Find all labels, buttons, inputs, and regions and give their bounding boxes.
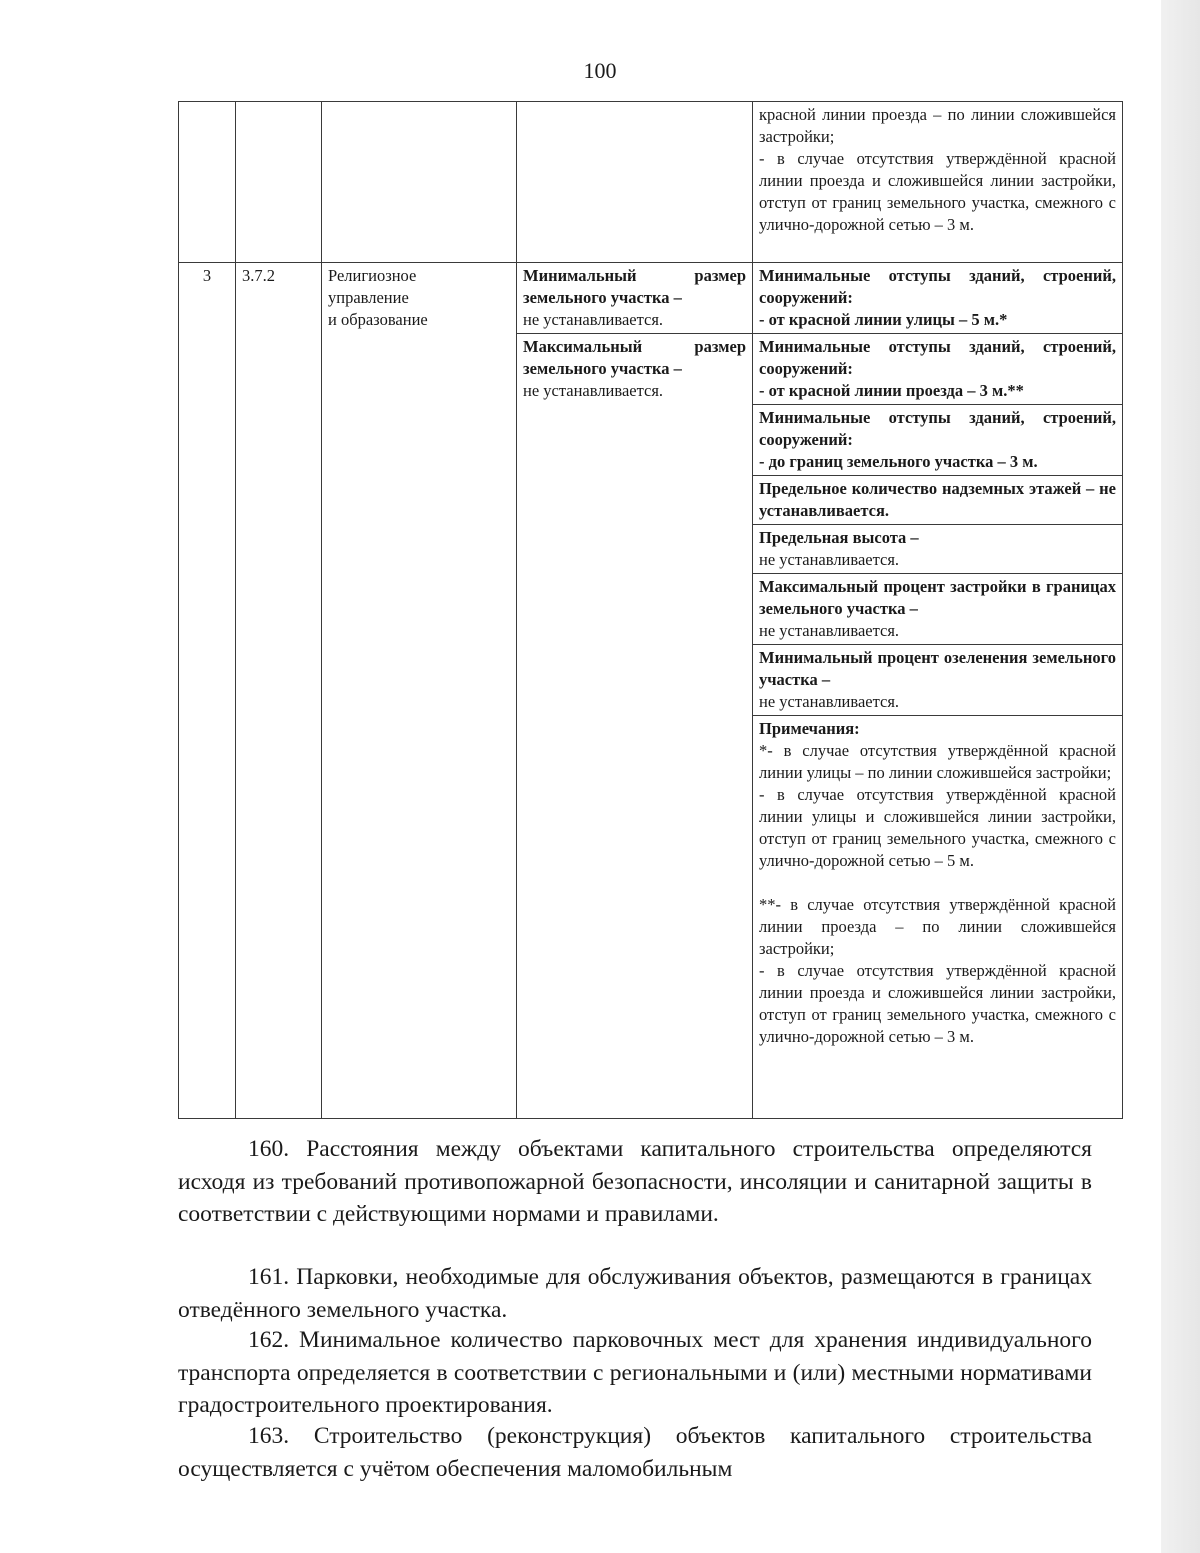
- notes-title: Примечания:: [759, 719, 860, 738]
- notes-cell: [753, 716, 1123, 1119]
- note: *- в случае отсутствия утверждённой красной линии улицы – по линии сложившейся застройки;: [759, 741, 1116, 782]
- table-row-continued: [179, 102, 1123, 263]
- page-number: 100: [583, 58, 617, 83]
- paragraph-162: 162. Минимальное количество парковочных мест для хранения индивидуального транспорта определяется в соответствии с региональными и (или) местными нормативами градостроительного проектирования.: [178, 1327, 1092, 1418]
- row-number: 3: [179, 263, 236, 1119]
- min-plot-size-cell: Минимальный размер земельного участка – не устанавливается.: [517, 263, 753, 334]
- continued-note: - в случае отсутствия утверждённой красной линии проезда и сложившейся линии застройки, отступ от границ земельного участка, смежного с улично-дорожной сетью – 3 м.: [759, 149, 1116, 234]
- setback-passage-cell: Минимальные отступы зданий, строений, сооружений: - от красной линии проезда – 3 м.**: [753, 334, 1123, 405]
- activity-name: Религиозное управление и образование: [322, 263, 517, 1119]
- continued-notes-cell: [753, 102, 1123, 263]
- max-floors-cell: Предельное количество надземных этажей – не устанавливается.: [753, 476, 1123, 525]
- scan-edge-shadow: [1161, 0, 1200, 1553]
- paragraph-160: 160. Расстояния между объектами капитального строительства определяются исходя из требований противопожарной безопасности, инсоляции и санитарной защиты в соответствии с действующими нормами и правилами.: [178, 1136, 1092, 1227]
- setback-street-cell: Минимальные отступы зданий, строений, сооружений: - от красной линии улицы – 5 м.*: [753, 263, 1123, 334]
- max-height-cell: Предельная высота – не устанавливается.: [753, 525, 1123, 574]
- max-plot-size-cell: Максимальный размер земельного участка – не устанавливается.: [517, 334, 753, 1119]
- paragraph-163: 163. Строительство (реконструкция) объектов капитального строительства осуществляется с учётом обеспечения маломобильным: [178, 1423, 1092, 1482]
- min-greenery-cell: Минимальный процент озеленения земельного участка – не устанавливается.: [753, 645, 1123, 716]
- activity-code: 3.7.2: [236, 263, 322, 1119]
- regulations-table: [178, 101, 1123, 1119]
- paragraph-161: 161. Парковки, необходимые для обслуживания объектов, размещаются в границах отведённого земельного участка.: [178, 1264, 1092, 1323]
- note: **- в случае отсутствия утверждённой красной линии проезда – по линии сложившейся застройки;: [759, 895, 1116, 958]
- max-coverage-cell: Максимальный процент застройки в границах земельного участка – не устанавливается.: [753, 574, 1123, 645]
- table-row-3: [179, 263, 1123, 334]
- continued-note: красной линии проезда – по линии сложившейся застройки;: [759, 105, 1116, 146]
- setback-border-cell: Минимальные отступы зданий, строений, сооружений: - до границ земельного участка – 3 м.: [753, 405, 1123, 476]
- note: - в случае отсутствия утверждённой красной линии улицы и сложившейся линии застройки, отступ от границ земельного участка, смежного с улично-дорожной сетью – 5 м.: [759, 785, 1116, 870]
- note: - в случае отсутствия утверждённой красной линии проезда и сложившейся линии застройки, отступ от границ земельного участка, смежного с улично-дорожной сетью – 3 м.: [759, 961, 1116, 1046]
